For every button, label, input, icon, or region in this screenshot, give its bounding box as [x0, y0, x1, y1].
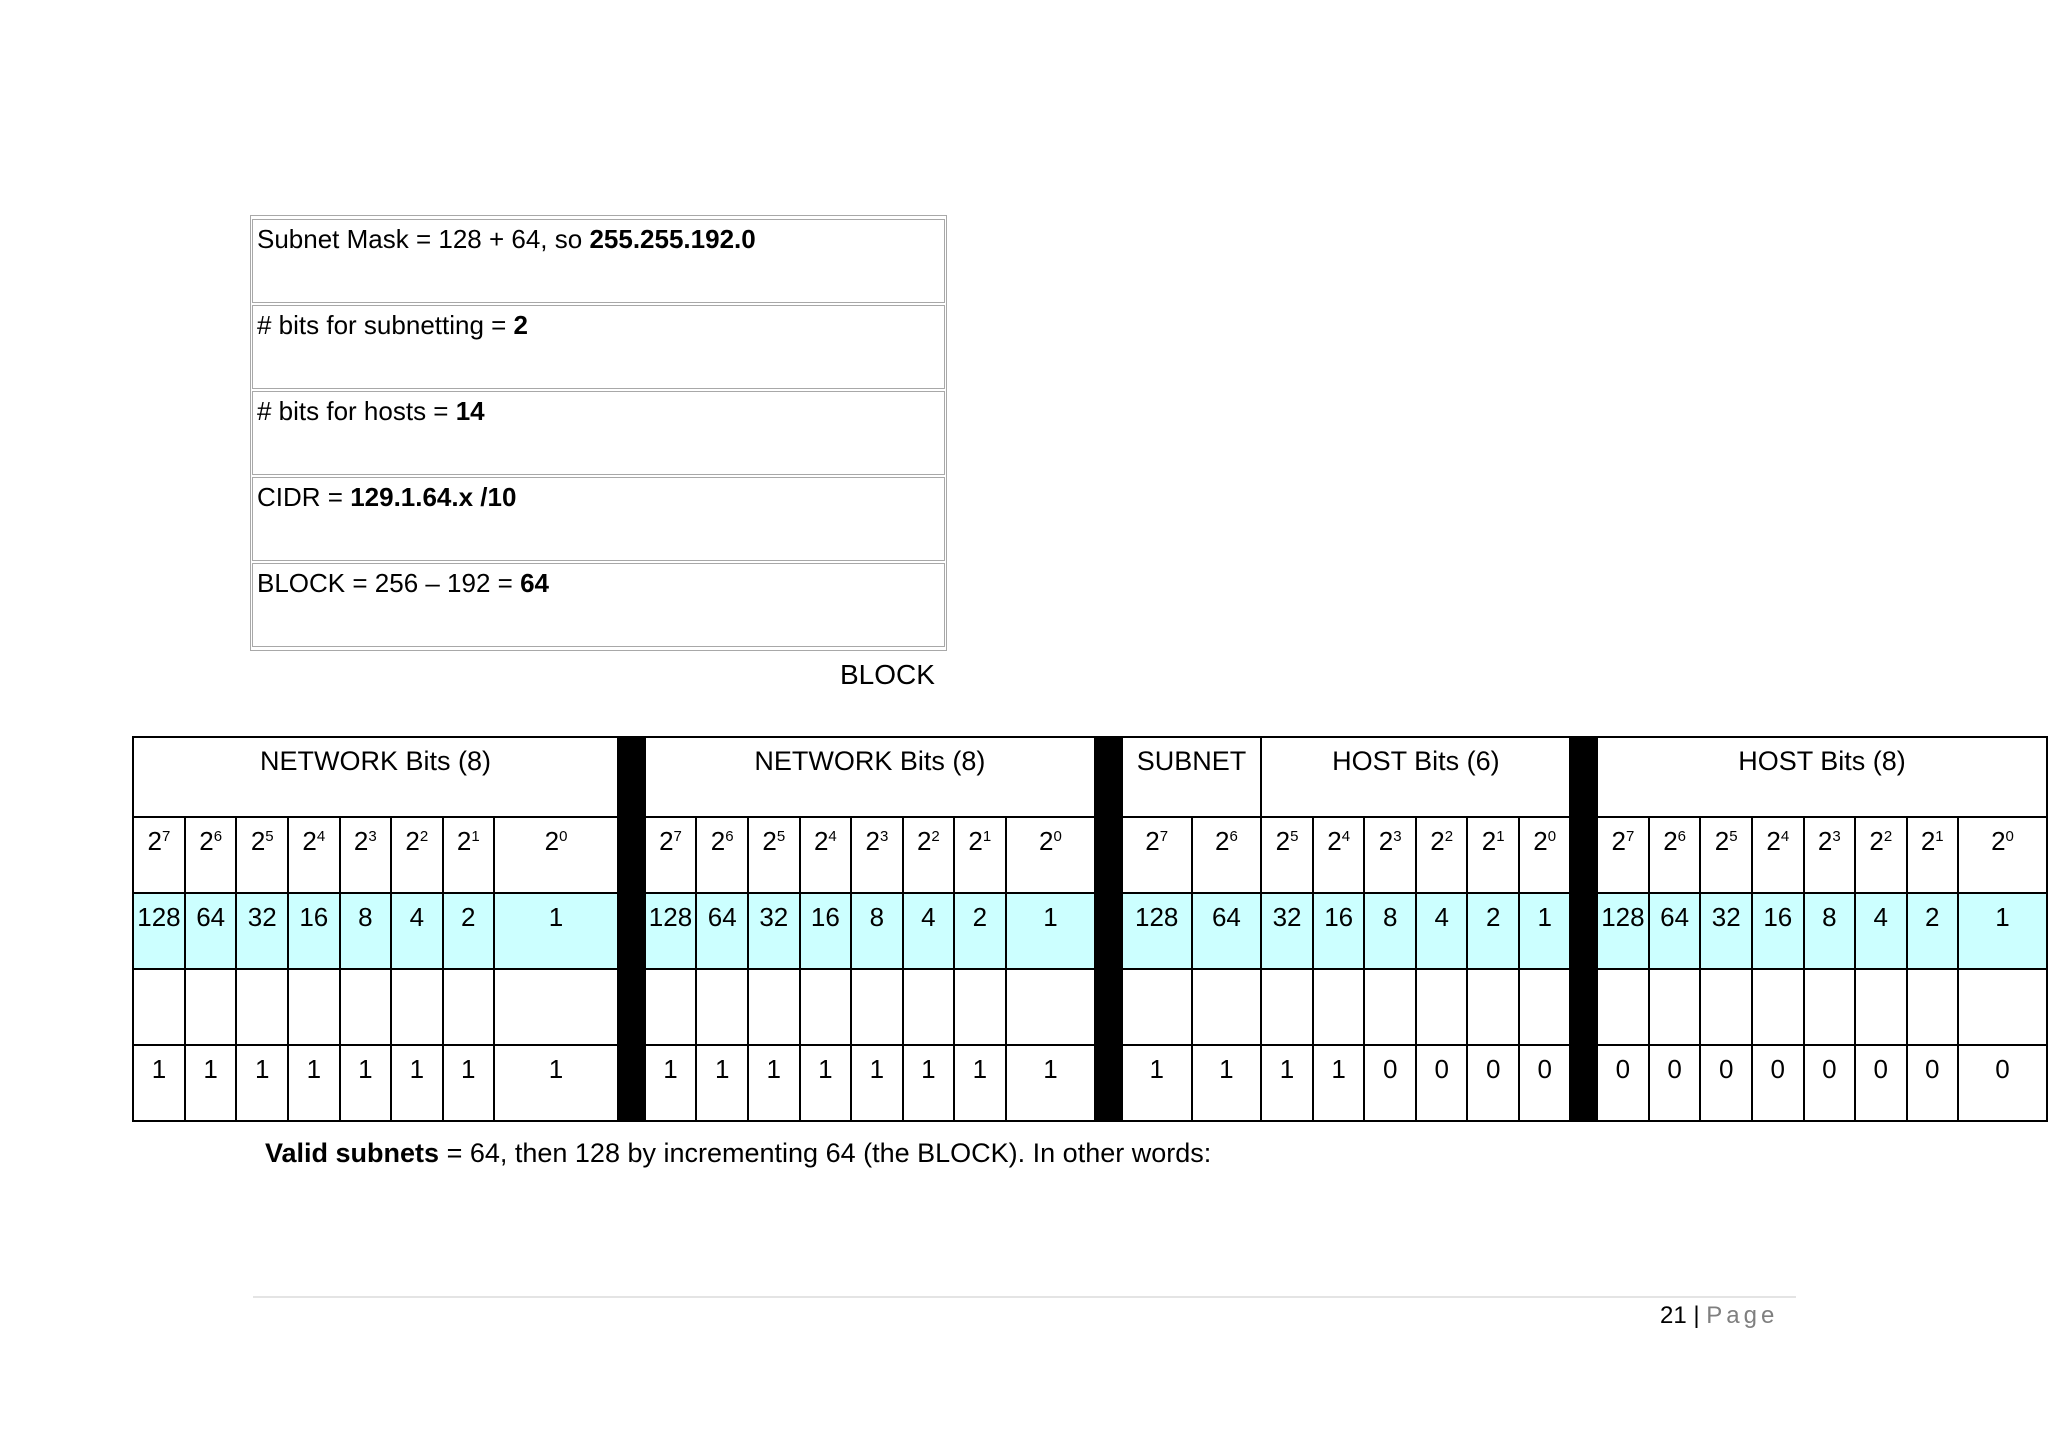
- bit-cell: 0: [1752, 1045, 1804, 1121]
- power-exponent: 7: [1159, 828, 1169, 845]
- header-row: [133, 737, 2047, 817]
- power-cell: [1958, 817, 2047, 893]
- power-base: 2: [1714, 826, 1730, 856]
- power-base: 2: [1481, 826, 1497, 856]
- octet-separator: [1570, 893, 1597, 969]
- place-value-cell: 8: [851, 893, 902, 969]
- power-cell: [1597, 817, 1649, 893]
- power-base: 2: [147, 826, 162, 856]
- bit-cell: 0: [1467, 1045, 1519, 1121]
- power-cell: [1649, 817, 1701, 893]
- power-cell: [696, 817, 748, 893]
- subnet-bits-row: [252, 305, 945, 389]
- octet-separator: [1095, 1045, 1122, 1121]
- power-base: 2: [1327, 826, 1342, 856]
- place-value-cell: 8: [340, 893, 391, 969]
- empty-cell: [391, 969, 442, 1045]
- octet-separator: [1570, 817, 1597, 893]
- bit-cell: 0: [1597, 1045, 1649, 1121]
- place-value-cell: 8: [1804, 893, 1855, 969]
- power-base: 2: [1430, 826, 1445, 856]
- bit-cell: 1: [185, 1045, 237, 1121]
- subnet-bits-label: # bits for subnetting =: [257, 310, 514, 340]
- empty-cell: [696, 969, 748, 1045]
- place-value-row: [133, 893, 2047, 969]
- bit-cell: 1: [903, 1045, 954, 1121]
- power-cell: [1467, 817, 1519, 893]
- empty-cell: [288, 969, 340, 1045]
- octet-separator: [1095, 737, 1122, 817]
- place-value-cell: 128: [133, 893, 185, 969]
- octet-header: HOST Bits (6): [1261, 737, 1570, 817]
- power-exponent: 7: [673, 828, 682, 845]
- place-value-cell: 2: [1467, 893, 1519, 969]
- power-exponent: 2: [419, 828, 429, 845]
- power-cell: [1416, 817, 1468, 893]
- power-base: 2: [1869, 826, 1884, 856]
- place-value-cell: 2: [1907, 893, 1958, 969]
- empty-cell: [1907, 969, 1958, 1045]
- bit-cell: 0: [1649, 1045, 1701, 1121]
- bit-cell: 0: [1416, 1045, 1468, 1121]
- power-cell: [1752, 817, 1804, 893]
- octet-separator: [618, 1045, 645, 1121]
- power-base: 2: [1817, 826, 1833, 856]
- place-value-cell: 16: [1313, 893, 1365, 969]
- power-exponent: 7: [1625, 828, 1635, 845]
- power-base: 2: [1215, 826, 1230, 856]
- bit-cell: 1: [748, 1045, 800, 1121]
- power-base: 2: [1378, 826, 1394, 856]
- power-cell: [1261, 817, 1313, 893]
- power-exponent: 4: [316, 828, 326, 845]
- power-exponent: 6: [1677, 828, 1687, 845]
- cidr-label: CIDR =: [257, 482, 351, 512]
- power-base: 2: [1275, 826, 1291, 856]
- power-exponent: 2: [931, 828, 940, 845]
- block-label-text: BLOCK = 256 – 192 =: [257, 568, 521, 598]
- power-cell: [1122, 817, 1192, 893]
- place-value-cell: 64: [1649, 893, 1701, 969]
- place-value-cell: 1: [494, 893, 618, 969]
- power-cell: [851, 817, 902, 893]
- empty-cell: [1467, 969, 1519, 1045]
- bit-cell: 1: [1192, 1045, 1262, 1121]
- place-value-cell: 2: [443, 893, 494, 969]
- place-value-cell: 16: [800, 893, 852, 969]
- place-value-cell: 4: [391, 893, 442, 969]
- place-value-cell: 4: [1855, 893, 1906, 969]
- cidr-value: 129.1.64.x /10: [350, 482, 517, 512]
- power-cell: [1192, 817, 1262, 893]
- power-base: 2: [456, 826, 472, 856]
- place-value-cell: 32: [748, 893, 800, 969]
- bit-cell: 1: [443, 1045, 494, 1121]
- page-word: Page: [1706, 1302, 1779, 1329]
- power-exponent: 6: [725, 828, 734, 845]
- page-number: 21: [1660, 1302, 1687, 1329]
- power-exponent: 6: [1229, 828, 1238, 845]
- power-cell: [288, 817, 340, 893]
- place-value-cell: 16: [1752, 893, 1804, 969]
- empty-cell: [1261, 969, 1313, 1045]
- power-exponent: 2: [1883, 828, 1893, 845]
- valid-subnets-label: Valid subnets: [265, 1138, 440, 1168]
- power-exponent: 1: [1935, 828, 1944, 845]
- bit-cell: 1: [696, 1045, 748, 1121]
- cidr-row: [252, 477, 945, 561]
- empty-cell: [800, 969, 852, 1045]
- page-footer: [1660, 1302, 1778, 1330]
- bit-cell: 1: [133, 1045, 185, 1121]
- bit-cell: 1: [1261, 1045, 1313, 1121]
- power-cell: [133, 817, 185, 893]
- power-base: 2: [1533, 826, 1548, 856]
- power-cell: [1907, 817, 1958, 893]
- empty-cell: [1519, 969, 1571, 1045]
- octet-separator: [618, 893, 645, 969]
- power-base: 2: [659, 826, 674, 856]
- subnet-mask-value: 255.255.192.0: [589, 224, 756, 254]
- bit-cell: 1: [236, 1045, 288, 1121]
- empty-cell: [1958, 969, 2047, 1045]
- power-cell: [903, 817, 954, 893]
- octet-separator: [1570, 1045, 1597, 1121]
- power-base: 2: [762, 826, 777, 856]
- subnet-summary-box: [250, 215, 947, 651]
- power-base: 2: [199, 826, 214, 856]
- place-value-cell: 8: [1364, 893, 1416, 969]
- bit-cell: 0: [1700, 1045, 1752, 1121]
- power-exponent: 5: [1729, 828, 1738, 845]
- bit-cell: 1: [800, 1045, 852, 1121]
- empty-cell: [494, 969, 618, 1045]
- empty-cell: [1122, 969, 1192, 1045]
- power-cell: [645, 817, 697, 893]
- power-base: 2: [865, 826, 880, 856]
- block-caption: BLOCK: [840, 659, 935, 690]
- block-row: [252, 563, 945, 647]
- power-base: 2: [302, 826, 317, 856]
- subnet-mask-row: [252, 219, 945, 303]
- octet-separator: [1095, 969, 1122, 1045]
- bit-cell: 1: [494, 1045, 618, 1121]
- power-exponent: 4: [1780, 828, 1790, 845]
- octet-separator: [618, 969, 645, 1045]
- place-value-cell: 32: [1700, 893, 1752, 969]
- octet-header: HOST Bits (8): [1597, 737, 2047, 817]
- bit-cell: 1: [391, 1045, 442, 1121]
- bit-cell: 1: [645, 1045, 697, 1121]
- place-value-cell: 128: [1597, 893, 1649, 969]
- bit-cell: 1: [288, 1045, 340, 1121]
- power-exponent: 0: [2005, 828, 2014, 845]
- page-separator: |: [1686, 1302, 1707, 1329]
- power-exponent: 0: [559, 828, 568, 845]
- power-exponent: 0: [1053, 828, 1062, 845]
- bit-value-row: [133, 1045, 2047, 1121]
- empty-cell: [851, 969, 902, 1045]
- power-cell: [391, 817, 442, 893]
- empty-cell: [1804, 969, 1855, 1045]
- power-exponent: 1: [471, 828, 480, 845]
- valid-subnets-description: = 64, then 128 by incrementing 64 (the BLOCK). In other words:: [439, 1138, 1212, 1168]
- place-value-cell: 128: [1122, 893, 1192, 969]
- octet-separator: [1095, 893, 1122, 969]
- empty-cell: [1700, 969, 1752, 1045]
- power-exponent: 5: [776, 828, 786, 845]
- place-value-cell: 32: [236, 893, 288, 969]
- power-cell: [1804, 817, 1855, 893]
- power-base: 2: [916, 826, 932, 856]
- bit-cell: 0: [1958, 1045, 2047, 1121]
- bit-cell: 0: [1855, 1045, 1906, 1121]
- empty-cell: [1313, 969, 1365, 1045]
- bit-cell: 0: [1519, 1045, 1571, 1121]
- empty-cell: [1364, 969, 1416, 1045]
- power-cell: [1519, 817, 1571, 893]
- empty-cell: [903, 969, 954, 1045]
- bit-cell: 0: [1804, 1045, 1855, 1121]
- empty-cell: [1752, 969, 1804, 1045]
- power-exponent: 2: [1444, 828, 1454, 845]
- power-base: 2: [1145, 826, 1160, 856]
- power-exponent: 1: [982, 828, 992, 845]
- power-cell: [1313, 817, 1365, 893]
- place-value-cell: 4: [903, 893, 954, 969]
- power-base: 2: [405, 826, 420, 856]
- power-base: 2: [1611, 826, 1626, 856]
- octet-separator: [618, 817, 645, 893]
- power-cell: [800, 817, 852, 893]
- empty-cell: [236, 969, 288, 1045]
- bit-cell: 1: [954, 1045, 1005, 1121]
- power-base: 2: [1991, 826, 2006, 856]
- octet-separator: [618, 737, 645, 817]
- place-value-cell: 1: [1519, 893, 1571, 969]
- bit-cell: 1: [851, 1045, 902, 1121]
- empty-cell: [1006, 969, 1096, 1045]
- power-base: 2: [1766, 826, 1781, 856]
- power-base: 2: [710, 826, 726, 856]
- empty-cell: [954, 969, 1005, 1045]
- power-exponent: 1: [1496, 828, 1505, 845]
- power-cell: [1700, 817, 1752, 893]
- power-exponent: 6: [213, 828, 223, 845]
- power-cell: [1006, 817, 1096, 893]
- power-cell: [185, 817, 237, 893]
- empty-cell: [748, 969, 800, 1045]
- subnet-bits-value: 2: [513, 310, 529, 340]
- octet-header: NETWORK Bits (8): [645, 737, 1096, 817]
- bit-cell: 0: [1907, 1045, 1958, 1121]
- place-value-cell: 1: [1006, 893, 1096, 969]
- power-exponent: 3: [1393, 828, 1402, 845]
- place-value-cell: 128: [645, 893, 697, 969]
- power-cell: [954, 817, 1005, 893]
- power-cell: [443, 817, 494, 893]
- octet-separator: [1095, 817, 1122, 893]
- place-value-cell: 64: [696, 893, 748, 969]
- octet-header: NETWORK Bits (8): [133, 737, 618, 817]
- place-value-cell: 32: [1261, 893, 1313, 969]
- power-exponent: 3: [368, 828, 377, 845]
- place-value-cell: 1: [1958, 893, 2047, 969]
- empty-cell: [1416, 969, 1468, 1045]
- power-exponent: 0: [1547, 828, 1557, 845]
- power-exponent: 5: [265, 828, 274, 845]
- power-base: 2: [1920, 826, 1936, 856]
- power-cell: [1364, 817, 1416, 893]
- empty-row: [133, 969, 2047, 1045]
- power-cell: [340, 817, 391, 893]
- empty-cell: [340, 969, 391, 1045]
- empty-cell: [1855, 969, 1906, 1045]
- power-cell: [494, 817, 618, 893]
- power-base: 2: [250, 826, 266, 856]
- empty-cell: [133, 969, 185, 1045]
- place-value-cell: 2: [954, 893, 1005, 969]
- empty-cell: [645, 969, 697, 1045]
- bit-cell: 0: [1364, 1045, 1416, 1121]
- power-base: 2: [1663, 826, 1678, 856]
- empty-cell: [443, 969, 494, 1045]
- bit-cell: 1: [1313, 1045, 1365, 1121]
- place-value-cell: 64: [185, 893, 237, 969]
- power-base: 2: [1039, 826, 1054, 856]
- place-value-cell: 4: [1416, 893, 1468, 969]
- octet-separator: [1570, 737, 1597, 817]
- bit-cell: 1: [340, 1045, 391, 1121]
- empty-cell: [1597, 969, 1649, 1045]
- valid-subnets-text: [265, 1137, 1211, 1169]
- bit-cell: 1: [1006, 1045, 1096, 1121]
- block-value: 64: [520, 568, 549, 598]
- host-bits-value: 14: [455, 396, 485, 426]
- subnet-mask-label: Subnet Mask = 128 + 64, so: [257, 224, 590, 254]
- power-cell: [748, 817, 800, 893]
- host-bits-label: # bits for hosts =: [257, 396, 456, 426]
- octet-separator: [1570, 969, 1597, 1045]
- empty-cell: [185, 969, 237, 1045]
- octet-header: SUBNET: [1122, 737, 1261, 817]
- footer-divider: [253, 1296, 1796, 1298]
- power-exponent: 5: [1290, 828, 1299, 845]
- bit-table: [132, 736, 2048, 1122]
- empty-cell: [1649, 969, 1701, 1045]
- empty-cell: [1192, 969, 1262, 1045]
- host-bits-row: [252, 391, 945, 475]
- power-exponent: 4: [1341, 828, 1351, 845]
- place-value-cell: 64: [1192, 893, 1262, 969]
- power-base: 2: [968, 826, 983, 856]
- power-row: [133, 817, 2047, 893]
- bit-cell: 1: [1122, 1045, 1192, 1121]
- power-base: 2: [544, 826, 560, 856]
- place-value-cell: 16: [288, 893, 340, 969]
- power-cell: [236, 817, 288, 893]
- power-base: 2: [813, 826, 829, 856]
- power-base: 2: [353, 826, 369, 856]
- power-exponent: 3: [879, 828, 889, 845]
- power-cell: [1855, 817, 1906, 893]
- power-exponent: 4: [828, 828, 837, 845]
- power-exponent: 3: [1832, 828, 1841, 845]
- power-exponent: 7: [161, 828, 171, 845]
